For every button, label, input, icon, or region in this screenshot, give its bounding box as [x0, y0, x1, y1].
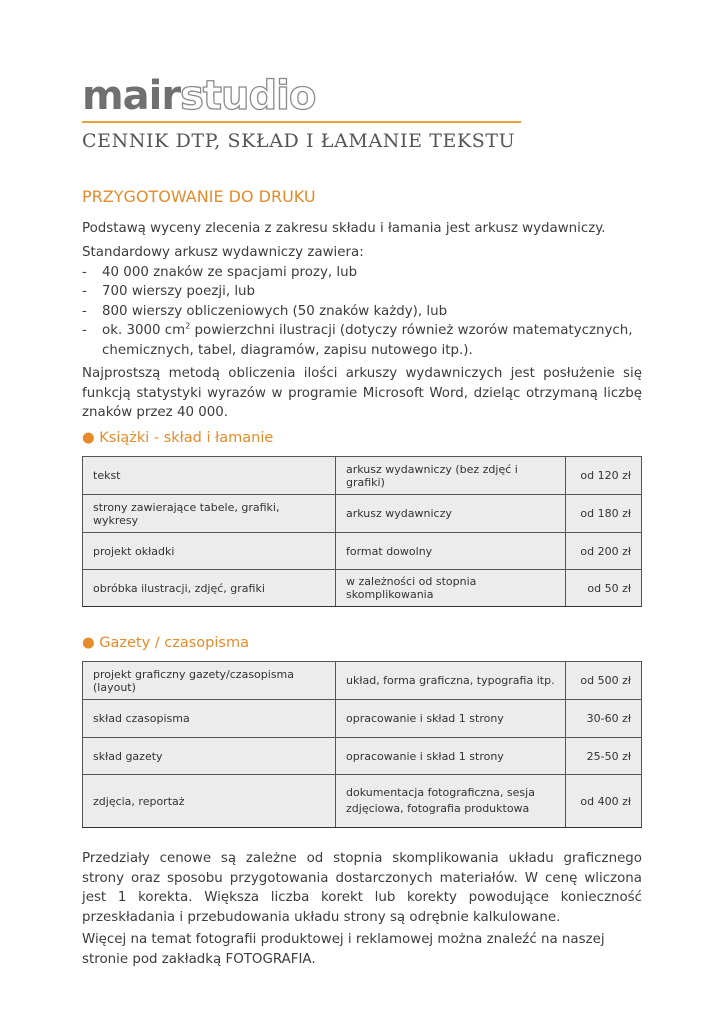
list-item-text: 800 wierszy obliczeniowych (50 znaków każdy), lub: [102, 303, 448, 319]
papers-heading: ● Gazety / czasopisma: [82, 635, 249, 651]
table-cell: dokumentacja fotograficzna, sesja zdjęciowa, fotografia produktowa: [336, 775, 566, 828]
table-cell: arkusz wydawniczy (bez zdjęć i grafiki): [336, 457, 566, 495]
price-cell: od 180 zł: [566, 495, 642, 533]
document-title: CENNIK DTP, SKŁAD I ŁAMANIE TEKSTU: [82, 130, 516, 152]
intro-paragraph: Podstawą wyceny zlecenia z zakresu składu i łamania jest arkusz wydawniczy.: [82, 221, 606, 236]
list-intro: Standardowy arkusz wydawniczy zawiera:: [82, 245, 364, 260]
table-cell: opracowanie i skład 1 strony: [336, 700, 566, 738]
table-row: [83, 495, 642, 533]
list-dash: -: [82, 264, 87, 280]
price-cell: od 500 zł: [566, 662, 642, 700]
table-row: [83, 775, 642, 828]
list-item-text: 700 wierszy poezji, lub: [102, 284, 256, 299]
price-cell: 25-50 zł: [566, 738, 642, 775]
price-cell: od 400 zł: [566, 775, 642, 828]
table-row: [83, 700, 642, 738]
table-row: [83, 662, 642, 700]
logo: [82, 74, 315, 118]
table-row: [83, 533, 642, 570]
list-item: [82, 302, 642, 322]
price-cell: od 50 zł: [566, 570, 642, 607]
price-cell: od 200 zł: [566, 533, 642, 570]
table-row: [83, 457, 642, 495]
table-cell: w zależności od stopnia skomplikowania: [336, 570, 566, 607]
method-paragraph: Najprostszą metodą obliczenia ilości arkuszy wydawniczych jest posłużenie się funkcją statystyki wyrazów w programie Microsoft Word, dzieląc otrzymaną liczbę znaków przez 40 000.: [82, 366, 642, 420]
list-item: [82, 263, 642, 283]
table-cell: układ, forma graficzna, typografia itp.: [336, 662, 566, 700]
pricing-note-paragraph: Przedziały cenowe są zależne od stopnia skomplikowania układu graficznego strony oraz sposobu przygotowania dostarczonych materiałów. W cenę wliczona jest 1 korekta. Większa liczba korekt lub korekty powodujące konieczność przeskładania i przebudowania układu strony są odrębnie kalkulowane.: [82, 851, 642, 925]
table-row: [83, 738, 642, 775]
table-cell: obróbka ilustracji, zdjęć, grafiki: [83, 570, 336, 607]
price-cell: od 120 zł: [566, 457, 642, 495]
table-cell: skład czasopisma: [83, 700, 336, 738]
list-item: [82, 282, 642, 302]
table-cell: opracowanie i skład 1 strony: [336, 738, 566, 775]
list-item: [82, 321, 642, 360]
list-item-text: 40 000 znaków ze spacjami prozy, lub: [102, 264, 358, 280]
price-cell: 30-60 zł: [566, 700, 642, 738]
table-cell: arkusz wydawniczy: [336, 495, 566, 533]
section-title: PRZYGOTOWANIE DO DRUKU: [82, 187, 316, 206]
table-cell: tekst: [83, 457, 336, 495]
list-item-text: ok. 3000 cm: [102, 323, 186, 338]
books-heading: ● Książki - skład i łamanie: [82, 430, 274, 446]
list-dash: -: [82, 323, 87, 338]
list-dash: -: [82, 284, 87, 299]
logo-studio: studio: [180, 73, 316, 119]
table-cell: projekt graficzny gazety/czasopisma (layout): [83, 662, 336, 700]
books-price-table: [82, 456, 642, 607]
table-cell: strony zawierające tabele, grafiki, wykresy: [83, 495, 336, 533]
table-cell: projekt okładki: [83, 533, 336, 570]
logo-mair: mair: [82, 73, 181, 119]
table-row: [83, 570, 642, 607]
list-item-text-cont: powierzchni ilustracji (dotyczy również wzorów matematycznych, chemicznych, tabel, diagramów, zapisu nutowego itp.).: [102, 323, 633, 358]
superscript: 2: [185, 321, 191, 331]
standard-sheet-block: [82, 243, 642, 360]
header-rule: [82, 121, 521, 123]
papers-price-table: [82, 661, 642, 828]
table-cell: zdjęcia, reportaż: [83, 775, 336, 828]
more-info-paragraph: Więcej na temat fotografii produktowej i reklamowej można znaleźć na naszej stronie pod zakładką FOTOGRAFIA.: [82, 932, 605, 967]
table-cell: skład gazety: [83, 738, 336, 775]
list-dash: -: [82, 303, 87, 319]
table-cell: format dowolny: [336, 533, 566, 570]
